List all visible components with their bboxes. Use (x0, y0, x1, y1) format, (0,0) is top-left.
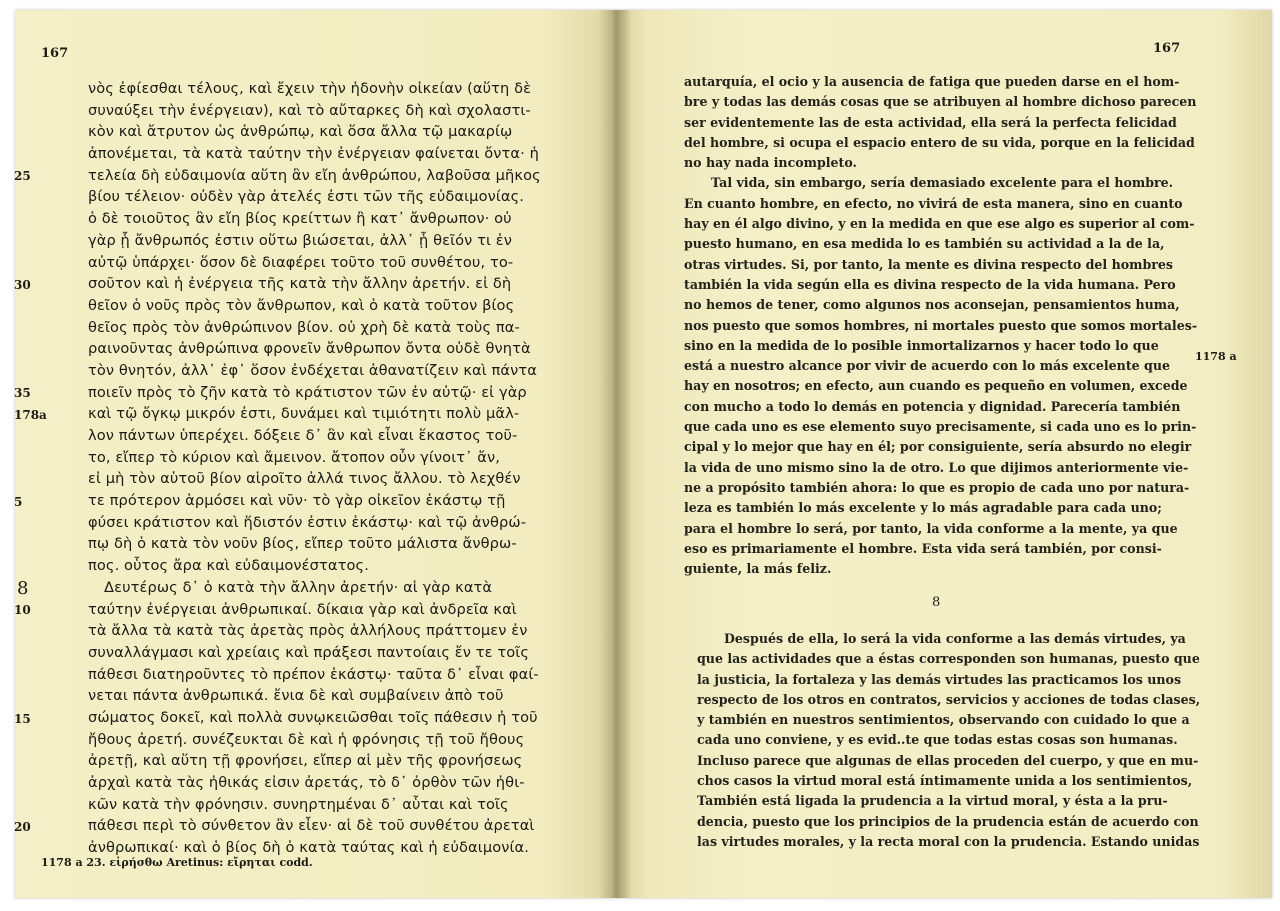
spanish-line: ne a propósito también ahora: lo que es propio de cada uno por natura- (684, 479, 1190, 495)
spanish-line: ser evidentemente las de esta actividad, ella será la perfecta felicidad (684, 114, 1177, 130)
greek-line: φύσει κράτιστον καὶ ἥδιστόν ἐστιν ἑκάστῳ· καὶ τῷ ἀνθρώ- (88, 513, 527, 531)
greek-line: πῳ δὴ ὁ κατὰ τὸν νοῦν βίος, εἴπερ τοῦτο μάλιστα ἄνθρω- (88, 535, 517, 553)
greek-line: ἀνθρωπικαί· καὶ ὁ βίος δὴ ὁ κατὰ ταύτας καὶ ἡ εὐδαιμονία. (88, 839, 529, 857)
spanish-text-block (684, 72, 1198, 579)
greek-line: νεται πάντα ἀνθρωπικά. ἔνια δὲ καὶ συμβαίνειν ἀπὸ τοῦ (88, 687, 504, 705)
spanish-line: bre y todas las demás cosas que se atribuyen al hombre dichoso parecen (684, 94, 1197, 110)
spanish-line: cipal y lo mejor que hay en él; por consiguiente, sería absurdo no elegir (684, 439, 1192, 455)
greek-line: συναλλάγμασι καὶ χρείαις καὶ πράξεσι παντοίαις ἔν τε τοῖς (88, 643, 530, 661)
spanish-line: la vida de uno mismo sino la de otro. Lo que dijimos anteriormente vie- (684, 459, 1189, 475)
spanish-line: autarquía, el ocio y la ausencia de fatiga que pueden darse en el hom- (684, 74, 1180, 89)
greek-line: ποιεῖν πρὸς τὸ ζῆν κατὰ τὸ κράτιστον τῶν ἐν αὐτῷ· εἰ γὰρ (88, 383, 527, 401)
greek-line: τε πρότερον ἁρμόσει καὶ νῦν· τὸ γὰρ οἰκεῖον ἑκάστῳ τῇ (88, 492, 506, 510)
spanish-line: hay en nosotros; en efecto, aun cuando es pequeño en volumen, excede (684, 378, 1188, 394)
spanish-line: eso es primariamente el hombre. Esta vida será también, por consi- (684, 540, 1162, 556)
spanish-line: sino en la medida de lo posible inmortalizarnos y hacer todo lo que (684, 337, 1159, 353)
spanish-line: nos puesto que somos hombres, ni mortales puesto que somos mortales- (684, 317, 1198, 333)
spanish-line: En cuanto hombre, en efecto, no vivirá de esta manera, sino en cuanto (684, 195, 1183, 211)
apparatus-footnote: 1178 a 23. εἰρήσθω Aretinus: εἴρηται codd. (41, 856, 313, 869)
spanish-line: puesto humano, en esa medida lo es también su actividad a la de la, (684, 236, 1165, 252)
line-number: 30 (14, 278, 31, 292)
spanish-line: otras virtudes. Si, por tanto, la mente es divina respecto del hombres (684, 256, 1174, 272)
greek-line: βίου τέλειον· οὐδὲν γὰρ ἀτελές ἐστι τῶν τῆς εὐδαιμονίας. (88, 188, 525, 206)
spanish-line: las virtudes morales, y la recta moral con la prudencia. Estando unidas (697, 833, 1200, 849)
greek-line: σοῦτον καὶ ἡ ἐνέργεια τῆς κατὰ τὴν ἄλλην ἀρετήν. εἰ δὴ (88, 275, 512, 293)
section-number: 8 (932, 595, 941, 610)
greek-line: ἤθους ἀρετή. συνέζευκται δὲ καὶ ἡ φρόνησις τῇ τοῦ ἤθους (88, 730, 525, 748)
greek-line: πάθεσι διατηροῦντες τὸ πρέπον ἑκάστῳ· ταῦτα δ᾽ εἶναι φαί- (88, 665, 539, 683)
bekker-reference: 1178 a (1195, 350, 1237, 363)
spanish-line: También está ligada la prudencia a la virtud moral, y ésta a la pru- (697, 793, 1168, 809)
spanish-line: del hombre, si ocupa el espacio entero de su vida, porque en la felicidad (684, 134, 1195, 150)
greek-line: ὁ δὲ τοιοῦτος ἂν εἴη βίος κρείττων ἢ κατ᾽ ἄνθρωπον· οὐ (88, 210, 512, 228)
line-number: 15 (14, 712, 31, 726)
book-gutter (598, 10, 632, 898)
greek-line: ραινοῦντας ἀνθρώπινα φρονεῖν ἄνθρωπον ὄντα οὐδὲ θνητὰ (88, 340, 531, 358)
greek-line: συναύξει τὴν ἐνέργειαν), καὶ τὸ αὔταρκες δὴ καὶ σχολαστι- (88, 101, 531, 119)
spanish-line: la justicia, la fortaleza y las demás virtudes las practicamos los unos (697, 671, 1182, 687)
greek-line: πος. οὗτος ἄρα καὶ εὐδαιμονέστατος. (88, 557, 369, 575)
greek-line: ἀρετῇ, καὶ αὕτη τῇ φρονήσει, εἴπερ αἱ μὲν τῆς φρονήσεως (88, 752, 523, 770)
left-page-number: 167 (41, 46, 69, 61)
greek-line: ἀπονέμεται, τὰ κατὰ ταύτην τὴν ἐνέργειαν φαίνεται ὄντα· ἡ (88, 145, 539, 163)
greek-line: αὐτῷ ὑπάρχει· ὅσον δὲ διαφέρει τοῦτο τοῦ συνθέτου, το- (88, 253, 514, 271)
spanish-line: Tal vida, sin embargo, sería demasiado excelente para el hombre. (711, 175, 1174, 191)
greek-line: τελεία δὴ εὐδαιμονία αὕτη ἂν εἴη ἀνθρώπου, λαβοῦσα μῆκος (88, 166, 541, 184)
greek-line: κῶν κατὰ τὴν φρόνησιν. συνηρτημέναι δ᾽ αὗται καὶ τοῖς (88, 795, 509, 813)
greek-text-block (88, 78, 558, 859)
greek-line: κὸν καὶ ἄτρυτον ὡς ἀνθρώπῳ, καὶ ὅσα ἄλλα τῷ μακαρίῳ (88, 123, 513, 141)
greek-line: τὰ ἄλλα τὰ κατὰ τὰς ἀρετὰς πρὸς ἀλλήλους πράττομεν ἐν (88, 622, 528, 640)
greek-line: νὸς ἐφίεσθαι τέλους, καὶ ἔχειν τὴν ἡδονὴν οἰκείαν (αὕτη δὲ (88, 80, 532, 97)
greek-line: γὰρ ᾗ ἄνθρωπός ἐστιν οὕτω βιώσεται, ἀλλ᾽ ᾗ θεῖόν τι ἐν (88, 231, 513, 249)
bekker-reference: 178a (14, 408, 47, 422)
greek-line: ταύτην ἐνέργειαι ἀνθρωπικαί. δίκαια γὰρ καὶ ἀνδρεῖα καὶ (88, 600, 517, 618)
line-number: 25 (14, 169, 31, 183)
greek-line: το, εἴπερ τὸ κύριον καὶ ἄμεινον. ἄτοπον οὖν γίνοιτ᾽ ἄν, (88, 448, 500, 466)
spanish-line: para el hombre lo será, por tanto, la vida conforme a la mente, ya que (684, 520, 1178, 536)
greek-line: σώματος δοκεῖ, καὶ πολλὰ συνῳκειῶσθαι τοῖς πάθεσιν ἡ τοῦ (88, 708, 538, 726)
greek-line: Δευτέρως δ᾽ ὁ κατὰ τὴν ἄλλην ἀρετήν· αἱ γὰρ κατὰ (104, 578, 493, 596)
greek-line: πάθεσι περὶ τὸ σύνθετον ἂν εἶεν· αἱ δὲ τοῦ συνθέτου ἀρεταὶ (88, 817, 535, 835)
spanish-line: Después de ella, lo será la vida conforme a las demás virtudes, ya (724, 631, 1186, 646)
spanish-line: no hemos de tener, como algunos nos aconsejan, pensamientos huma, (684, 297, 1180, 313)
spanish-line: que las actividades que a éstas corresponden son humanas, puesto que (697, 651, 1200, 667)
spanish-line: leza es también lo más excelente y lo más agradable para cada uno; (684, 500, 1162, 516)
greek-line: εἰ μὴ τὸν αὑτοῦ βίον αἱροῖτο ἀλλά τινος ἄλλου. τὸ λεχθέν (88, 470, 521, 488)
chapter-number: 8 (17, 578, 29, 599)
spanish-line: no hay nada incompleto. (684, 155, 857, 171)
greek-line: λον πάντων ὑπερέχει. δόξειε δ᾽ ἂν καὶ εἶναι ἕκαστος τοῦ- (88, 427, 518, 444)
line-number: 5 (14, 495, 23, 509)
spanish-line: Incluso parece que algunas de ellas proceden del cuerpo, y que en mu- (697, 752, 1199, 768)
right-page-number: 167 (1153, 41, 1181, 56)
spanish-line: también la vida según ella es divina respecto de la vida humana. Pero (684, 276, 1176, 292)
spanish-line: está a nuestro alcance por vivir de acuerdo con lo más excelente que (684, 358, 1171, 374)
spanish-line: dencia, puesto que los principios de la prudencia están de acuerdo con (697, 813, 1199, 829)
spanish-section-block (697, 629, 1201, 852)
greek-line: θεῖον ὁ νοῦς πρὸς τὸν ἄνθρωπον, καὶ ὁ κατὰ τοῦτον βίος (88, 296, 515, 314)
spanish-line: guiente, la más feliz. (684, 561, 832, 577)
greek-line: θεῖος πρὸς τὸν ἀνθρώπινον βίον. οὐ χρὴ δὲ κατὰ τοὺς πα- (88, 318, 520, 336)
spanish-line: hay en él algo divino, y en la medida en que ese algo es superior al com- (684, 216, 1195, 232)
spanish-line: que cada uno es ese elemento suyo precisamente, si cada uno es lo prin- (684, 419, 1197, 435)
spanish-line: respecto de los otros en contratos, servicios y acciones de todas clases, (697, 691, 1201, 707)
greek-line: τὸν θνητόν, ἀλλ᾽ ἐφ᾽ ὅσον ἐνδέχεται ἀθανατίζειν καὶ πάντα (88, 361, 537, 379)
spanish-line: con mucho a todo lo demás en potencia y dignidad. Parecería también (684, 398, 1181, 414)
spanish-line: chos casos la virtud moral está íntimamente unida a los sentimientos, (697, 773, 1193, 789)
line-number: 10 (14, 603, 31, 617)
line-number: 35 (14, 386, 31, 400)
spanish-line: cada uno conviene, y es evid..te que todas estas cosas son humanas. (697, 732, 1178, 748)
greek-line: ἀρχαὶ κατὰ τὰς ἠθικάς εἰσιν ἀρετάς, τὸ δ᾽ ὀρθὸν τῶν ἠθι- (88, 774, 525, 791)
line-number: 20 (14, 820, 31, 834)
greek-line: καὶ τῷ ὄγκῳ μικρόν ἐστι, δυνάμει καὶ τιμιότητι πολὺ μᾶλ- (88, 405, 520, 423)
spanish-line: y también en nuestros sentimientos, observando con cuidado lo que a (697, 712, 1190, 728)
